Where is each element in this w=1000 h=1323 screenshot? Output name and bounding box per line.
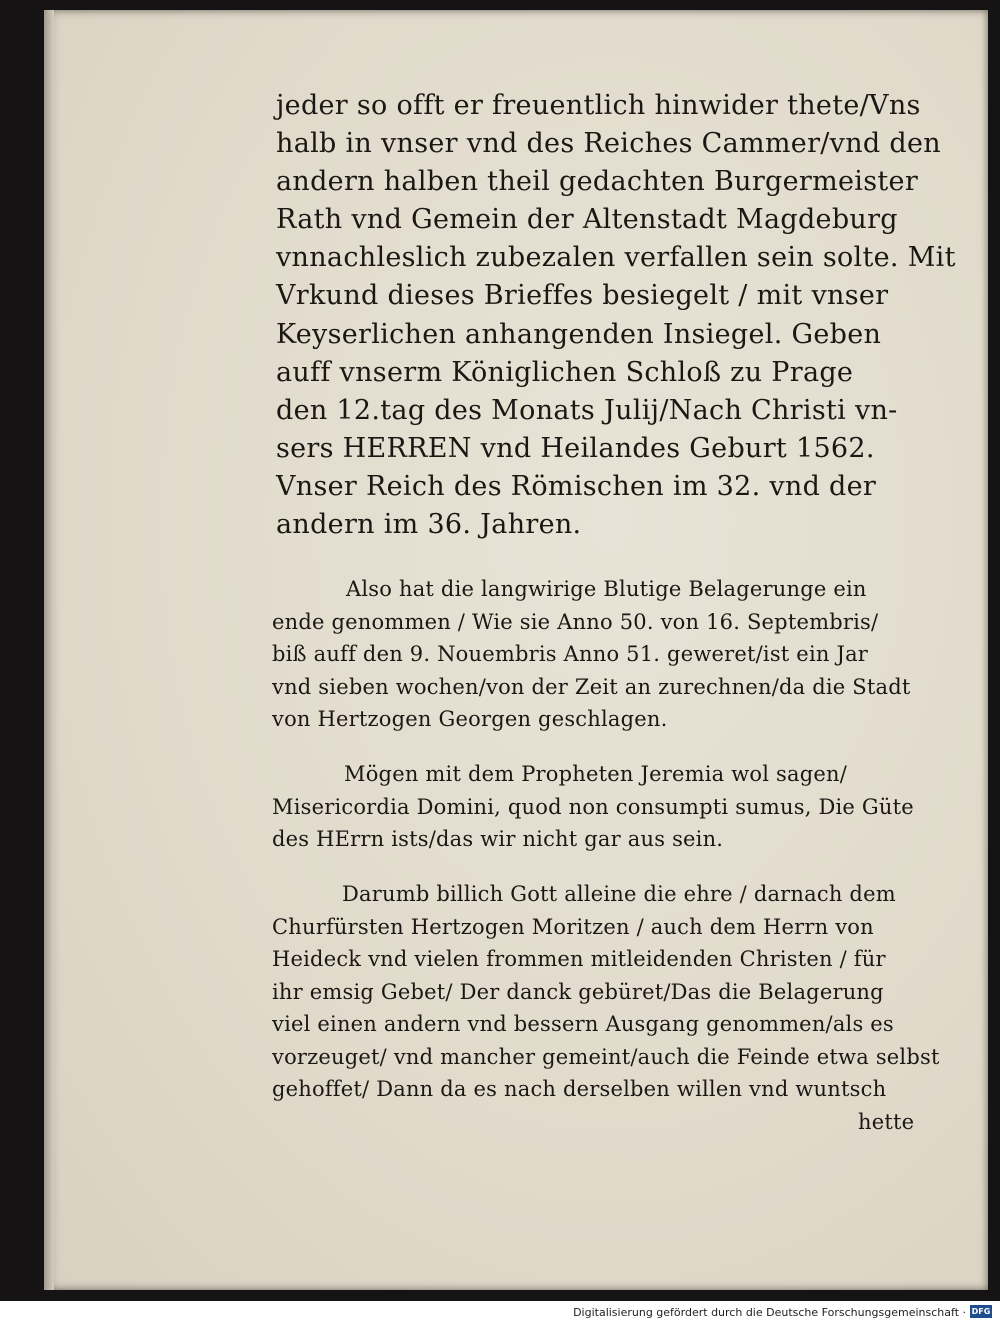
text-line: Darumb billich Gott alleine die ehre / darnach dem [342, 882, 896, 906]
text-line: auff vnserm Königlichen Schloß zu Prage [276, 357, 854, 388]
text-line: von Hertzogen Georgen geschlagen. [272, 707, 668, 731]
text-line: Rath vnd Gemein der Altenstadt Magdeburg [276, 204, 898, 235]
text-line: des HErrn ists/das wir nicht gar aus sein. [272, 827, 724, 851]
text-line: Keyserlichen anhangenden Insiegel. Geben [276, 319, 882, 350]
book-page [44, 10, 988, 1290]
text-line: Mögen mit dem Propheten Jeremia wol sagen/ [344, 762, 848, 786]
text-line: Misericordia Domini, quod non consumpti sumus, Die Güte [272, 795, 914, 819]
text-line: den 12.tag des Monats Julij/Nach Christi vn- [276, 395, 898, 426]
text-line: andern halben theil gedachten Burgermeister [276, 166, 919, 197]
text-line: andern im 36. Jahren. [276, 509, 582, 540]
text-line: Also hat die langwirige Blutige Belagerunge ein [346, 577, 867, 601]
text-line: ende genommen / Wie sie Anno 50. von 16. Septembris/ [272, 610, 879, 634]
footer-credit: Digitalisierung gefördert durch die Deutsche Forschungsgemeinschaft · [573, 1306, 966, 1319]
text-line: Vnser Reich des Römischen im 32. vnd der [276, 471, 877, 502]
text-line: biß auff den 9. Nouembris Anno 51. geweret/ist ein Jar [272, 642, 869, 666]
text-line: gehoffet/ Dann da es nach derselben willen vnd wuntsch [272, 1077, 887, 1101]
footer-bar [0, 1301, 1000, 1323]
text-line: vnnachleslich zubezalen verfallen sein solte. Mit [276, 242, 956, 273]
text-line: sers HERREN vnd Heilandes Geburt 1562. [276, 433, 875, 464]
text-line: Churfürsten Hertzogen Moritzen / auch dem Herrn von [272, 915, 874, 939]
text-line: ihr emsig Gebet/ Der danck gebüret/Das die Belagerung [272, 980, 884, 1004]
text-line: Vrkund dieses Brieffes besiegelt / mit vnser [276, 280, 889, 311]
text-line: vorzeuget/ vnd mancher gemeint/auch die Feinde etwa selbst [272, 1045, 940, 1069]
page-gutter-shadow [44, 10, 54, 1290]
text-line: halb in vnser vnd des Reiches Cammer/vnd den [276, 128, 941, 159]
text-line: jeder so offt er freuentlich hinwider thete/Vns [276, 90, 921, 121]
dfg-logo-icon: DFG [971, 1307, 991, 1316]
text-line: viel einen andern vnd bessern Ausgang genommen/als es [272, 1012, 894, 1036]
text-line: vnd sieben wochen/von der Zeit an zurechnen/da die Stadt [272, 675, 911, 699]
text-line: Heideck vnd vielen frommen mitleidenden Christen / für [272, 947, 886, 971]
catchword: hette [858, 1110, 915, 1134]
